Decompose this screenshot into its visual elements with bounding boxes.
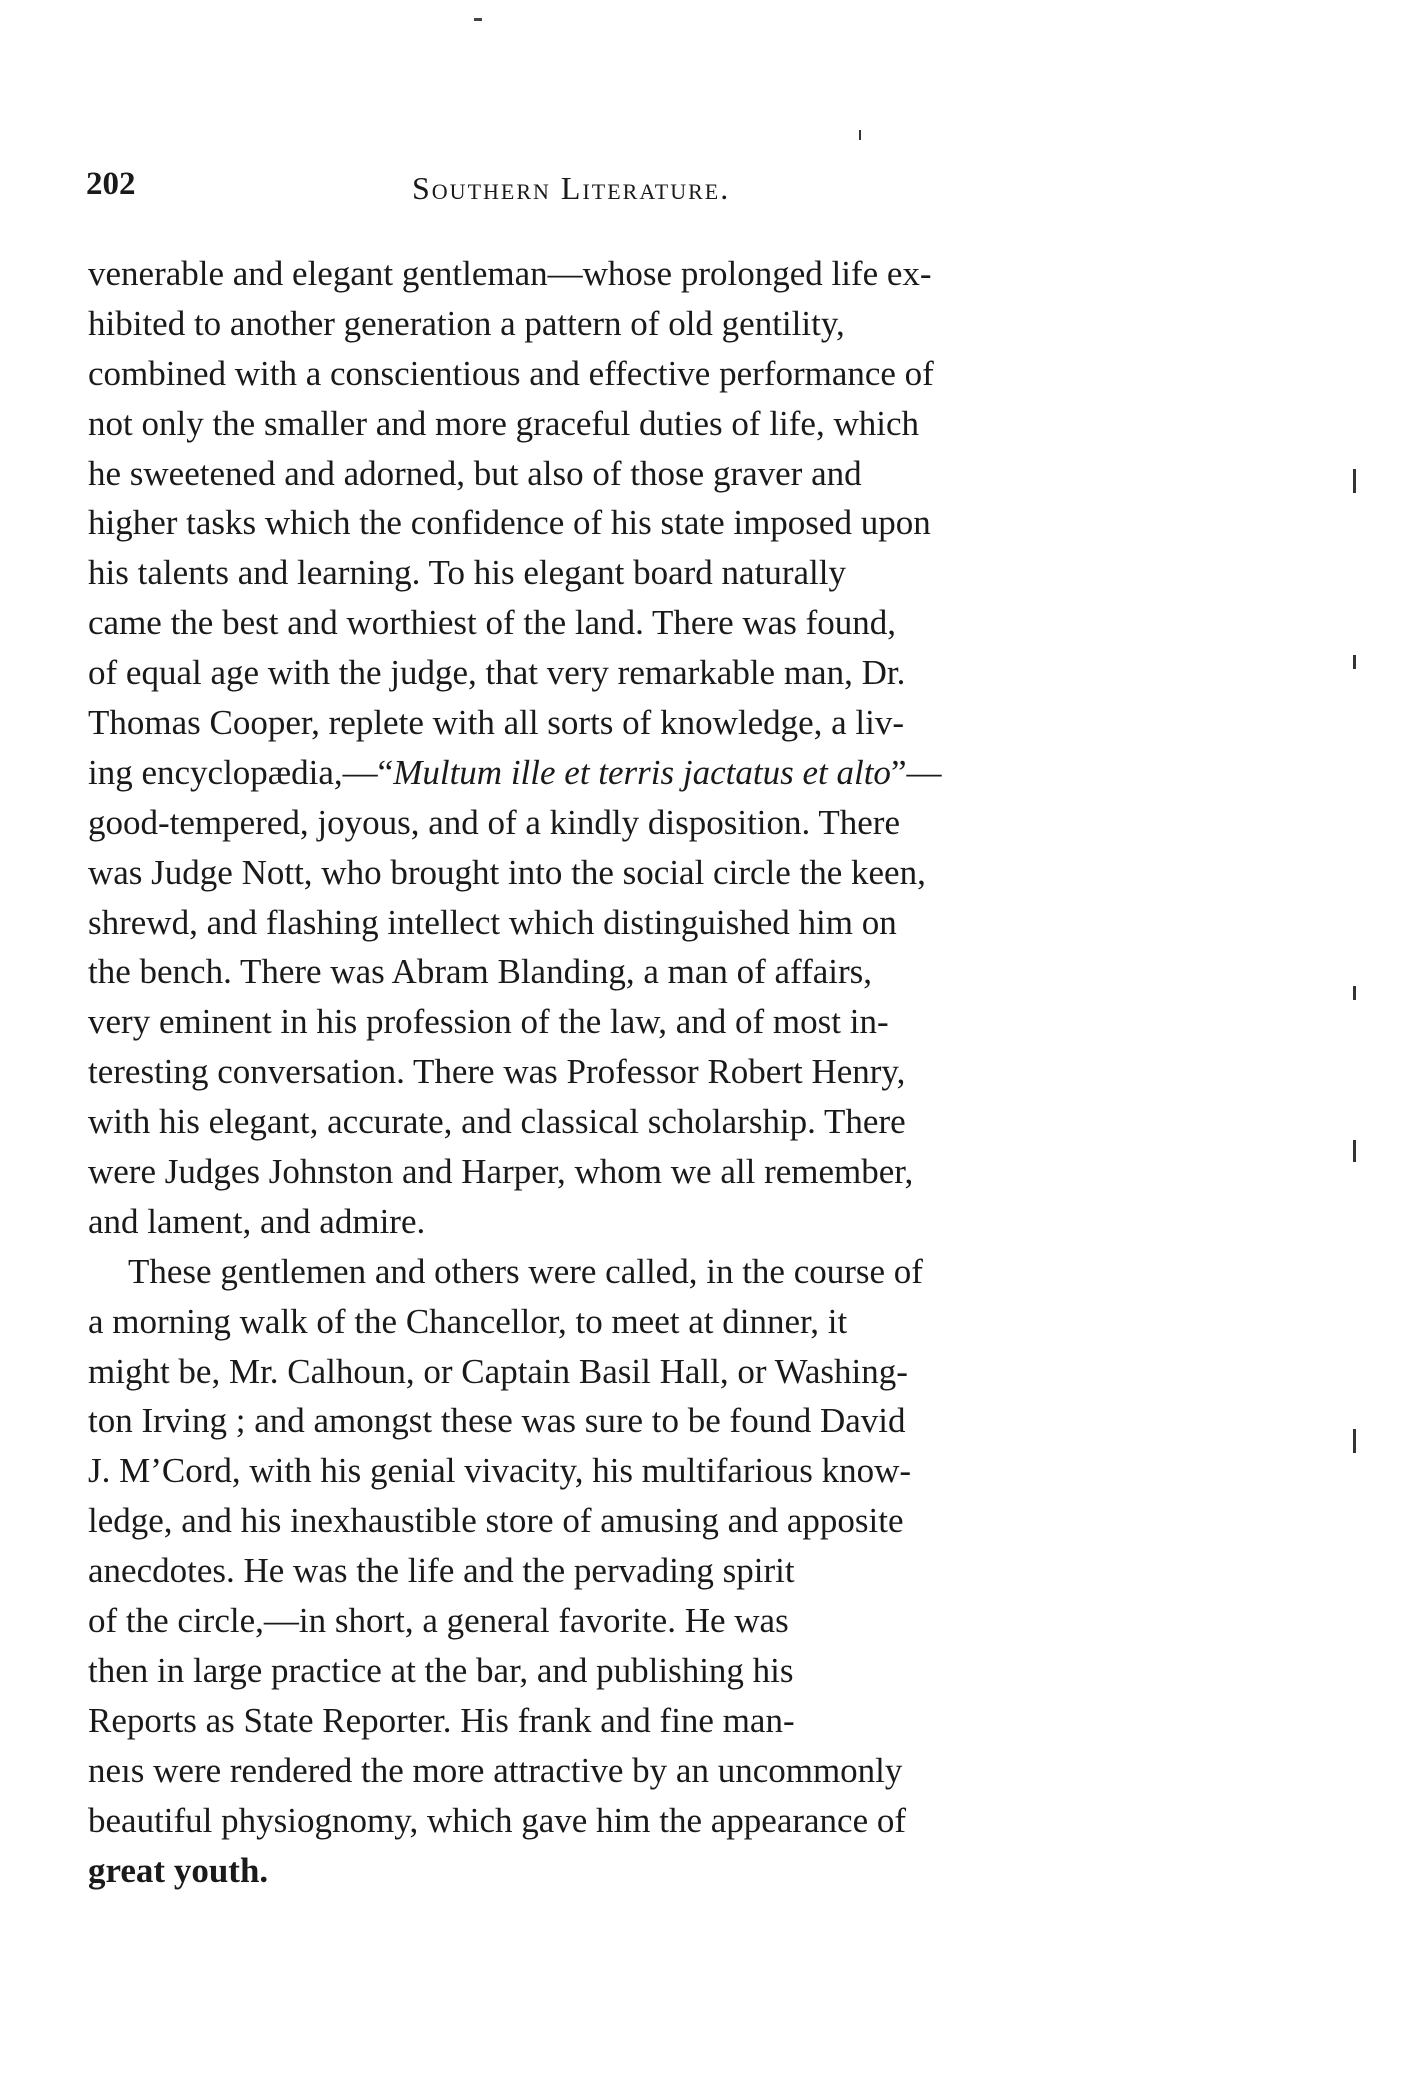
text-line: of equal age with the judge, that very remarkable man, Dr. [88,653,906,693]
text-line: beautiful physiognomy, which gave him the appearance of [88,1800,907,1840]
text-line: Reports as State Reporter. His frank and fine man- [88,1700,795,1740]
text-line: higher tasks which the confidence of his state imposed upon [88,503,931,543]
text-line: neıs were rendered the more attractive by an uncommonly [88,1750,903,1790]
text-line: shrewd, and flashing intellect which distinguished him on [88,902,897,942]
margin-mark [1353,1140,1356,1162]
print-speck [474,18,482,21]
text-line: great youth. [88,1850,269,1890]
text-line: Thomas Cooper, replete with all sorts of knowledge, a liv- [88,703,905,743]
body-text [88,249,1188,1895]
quote-line-before: ing encyclopædia,—“ [88,752,394,792]
text-line: ton Irving ; and amongst these was sure to be found David [88,1401,906,1441]
text-line: he sweetened and adorned, but also of those graver and [88,453,862,493]
text-line: with his elegant, accurate, and classical scholarship. There [88,1102,906,1142]
quote-line-after: ”— [890,752,942,792]
text-line: J. M’Cord, with his genial vivacity, his multifarious know- [88,1451,912,1491]
text-line: very eminent in his profession of the law, and of most in- [88,1002,889,1042]
text-line: his talents and learning. To his elegant board naturally [88,553,846,593]
text-line: not only the smaller and more graceful duties of life, which [88,403,919,443]
quote-line [88,748,1188,798]
margin-mark [1353,1429,1356,1453]
text-line: might be, Mr. Calhoun, or Captain Basil Hall, or Washing- [88,1351,908,1391]
margin-mark [1353,986,1356,1000]
text-line: then in large practice at the bar, and publishing his [88,1650,794,1690]
text-line: the bench. There was Abram Blanding, a man of affairs, [88,952,873,992]
latin-quotation: Multum ille et terris jactatus et alto [393,752,891,792]
text-line: a morning walk of the Chancellor, to meet at dinner, it [88,1301,848,1341]
text-line: These gentlemen and others were called, in the course of [128,1251,923,1291]
page-header [86,164,886,214]
text-line: venerable and elegant gentleman—whose prolonged life ex- [88,254,932,293]
text-line: combined with a conscientious and effective performance of [88,353,934,393]
paragraph-2 [88,1247,1188,1896]
page-number: 202 [86,166,136,202]
margin-mark [1353,655,1356,669]
text-line: hibited to another generation a pattern of old gentility, [88,303,845,343]
text-line: came the best and worthiest of the land. There was found, [88,603,896,643]
text-line: teresting conversation. There was Professor Robert Henry, [88,1052,906,1092]
text-line: were Judges Johnston and Harper, whom we all remember, [88,1152,914,1192]
text-line: of the circle,—in short, a general favorite. He was [88,1601,789,1641]
paragraph-1 [88,249,1188,1247]
text-line: ledge, and his inexhaustible store of amusing and apposite [88,1501,904,1541]
margin-mark [1353,469,1356,493]
running-head: Southern Literature. [412,170,731,206]
text-line: anecdotes. He was the life and the pervading spirit [88,1551,795,1591]
text-line: and lament, and admire. [88,1201,426,1241]
margin-mark [859,130,861,140]
text-line: was Judge Nott, who brought into the social circle the keen, [88,852,926,892]
text-line: good-tempered, joyous, and of a kindly disposition. There [88,802,900,842]
